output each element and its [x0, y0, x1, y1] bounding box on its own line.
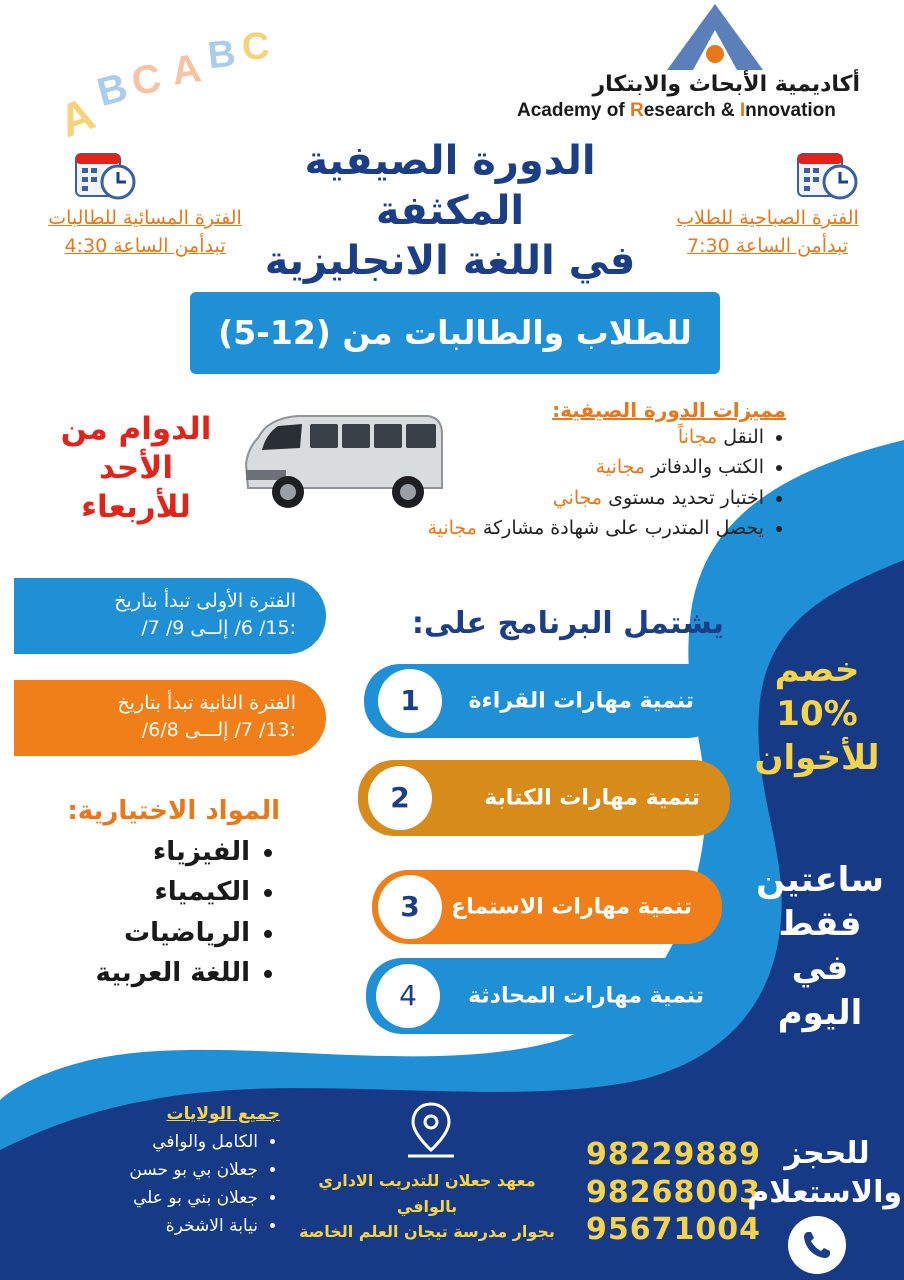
- calendar-clock-icon: [796, 148, 858, 200]
- morning-line-2: تبدأمن الساعة 7:30: [687, 234, 848, 257]
- phone-number[interactable]: 95671004: [586, 1212, 761, 1247]
- address-line-3: بجوار مدرسة تيجان العلم الخاصة: [299, 1222, 555, 1242]
- phone-icon[interactable]: [788, 1216, 846, 1274]
- logo-en-part: nnovation: [745, 100, 836, 121]
- doodle-letter: C: [240, 25, 271, 69]
- phone-number[interactable]: 98268003: [586, 1174, 761, 1210]
- discount-box: [742, 648, 892, 781]
- first-period-line-1: الفترة الأولى تبدأ بتاريخ: [114, 590, 296, 612]
- subject-item: • الرياضيات: [40, 913, 250, 953]
- logo-en-part: R: [629, 100, 644, 121]
- feature-text: الكتب والدفاتر: [651, 456, 764, 479]
- booking-line-1: للحجز: [784, 1136, 870, 1171]
- logo-en-part: esearch &: [643, 100, 740, 121]
- phone-number[interactable]: 98229889: [586, 1137, 761, 1172]
- evening-period: [20, 205, 270, 260]
- feature-text: النقل: [723, 426, 764, 448]
- doodle-letter: A: [169, 46, 204, 94]
- doodle-letter: A: [52, 86, 102, 148]
- states-list: [60, 1128, 280, 1240]
- first-period-line-2: :15/ 6/ إلــى 9/ 7/: [141, 616, 296, 639]
- hours-line-2: فقط في: [778, 904, 862, 989]
- logo-en-part: I: [739, 100, 746, 121]
- logo: [515, 2, 900, 122]
- subjects-list: [40, 832, 280, 993]
- schedule-line-3: للأربعاء: [81, 488, 191, 525]
- schedule-text: [36, 410, 236, 526]
- address-block: [282, 1168, 572, 1245]
- program-item-label: تنمية مهارات المحادثة: [468, 983, 704, 1009]
- banner-range: (5-12): [218, 313, 331, 352]
- page-title: [250, 136, 650, 286]
- program-number-badge: 2: [368, 766, 432, 830]
- booking-label: [747, 1134, 902, 1212]
- booking-line-2: والاستعلام: [747, 1175, 902, 1210]
- location-pin-icon: [402, 1100, 460, 1162]
- logo-english-name: [517, 100, 836, 122]
- feature-item: [306, 422, 764, 452]
- second-period-pill: [14, 680, 326, 756]
- program-number-badge: 1: [378, 669, 442, 733]
- features-section: [306, 398, 786, 544]
- logo-arabic-name: أكاديمية الأبحاث والابتكار: [592, 72, 860, 97]
- subjects-title: المواد الاختيارية:: [67, 796, 280, 826]
- feature-item: [306, 452, 764, 482]
- feature-text: يحصل المتدرب على شهادة مشاركة: [482, 517, 764, 540]
- calendar-clock-icon: [74, 148, 136, 200]
- feature-highlight: مجاناً: [677, 426, 724, 448]
- morning-line-1: الفترة الصباحية للطلاب: [676, 207, 859, 229]
- subjects-section: [40, 796, 280, 993]
- state-item: • نيابة الاشخرة: [60, 1212, 258, 1240]
- program-number-badge: 4: [376, 964, 440, 1028]
- features-title: مميزات الدورة الصيفية:: [552, 398, 786, 422]
- subject-item: • الفيزياء: [40, 832, 250, 872]
- feature-item: [306, 513, 764, 543]
- state-item: • جعلان بي بو حسن: [60, 1156, 258, 1184]
- states-title: جميع الولايات: [166, 1104, 280, 1124]
- subject-item: • الكيمياء: [40, 872, 250, 912]
- phone-glyph-icon: [788, 1216, 846, 1274]
- first-period-pill: [14, 578, 326, 654]
- discount-line-1: خصم: [774, 650, 860, 690]
- feature-text: اختبار تحديد مستوى: [608, 486, 764, 509]
- logo-en-part: Academy of: [517, 100, 630, 121]
- feature-highlight: مجاني: [552, 486, 609, 509]
- title-line-2: في اللغة الانجليزية: [264, 238, 636, 284]
- program-item-label: تنمية مهارات الكتابة: [484, 785, 700, 811]
- feature-highlight: مجانية: [427, 517, 483, 540]
- second-period-line-2: :13/ 7/ إلـــى 6/8/: [141, 718, 296, 741]
- evening-line-2: تبدأمن الساعة 4:30: [64, 234, 226, 257]
- hours-box: [748, 858, 892, 1035]
- discount-line-3: للأخوان: [754, 738, 880, 779]
- discount-line-2: 10%: [776, 694, 858, 735]
- evening-line-1: الفترة المسائية للطالبات: [48, 207, 242, 229]
- subject-item: • اللغة العربية: [40, 953, 250, 993]
- states-section: [60, 1104, 280, 1240]
- address-line-2: بالوافي: [396, 1196, 458, 1216]
- state-item: • الكامل والوافي: [60, 1128, 258, 1156]
- doodle-letter: B: [205, 32, 238, 78]
- doodle-letter: B: [92, 65, 132, 116]
- hours-line-1: ساعتين: [756, 860, 884, 900]
- schedule-line-2: الأحد: [99, 449, 173, 486]
- phone-numbers: [586, 1136, 761, 1249]
- program-item-label: تنمية مهارات القراءة: [468, 688, 694, 714]
- feature-item: [306, 483, 764, 513]
- logo-triangle-icon: [665, 2, 765, 72]
- features-list: [306, 422, 786, 544]
- hours-line-3: اليوم: [777, 992, 863, 1033]
- second-period-line-1: الفترة الثانية تبدأ بتاريخ: [117, 692, 296, 714]
- banner-text: للطلاب والطالبات من: [342, 313, 692, 352]
- title-line-1: الدورة الصيفية المكثفة: [304, 138, 596, 234]
- address-line-1: معهد جعلان للتدريب الاداري: [318, 1171, 536, 1190]
- age-banner: [190, 292, 720, 374]
- state-item: • جعلان بني بو علي: [60, 1184, 258, 1212]
- program-number-badge: 3: [378, 875, 442, 939]
- morning-period: [650, 205, 885, 260]
- doodle-letter: C: [128, 55, 165, 105]
- program-item-label: تنمية مهارات الاستماع: [451, 894, 692, 920]
- schedule-line-1: الدوام من: [60, 411, 212, 447]
- program-title: يشتمل البرنامج على:: [411, 606, 724, 641]
- feature-highlight: مجانية: [595, 456, 652, 479]
